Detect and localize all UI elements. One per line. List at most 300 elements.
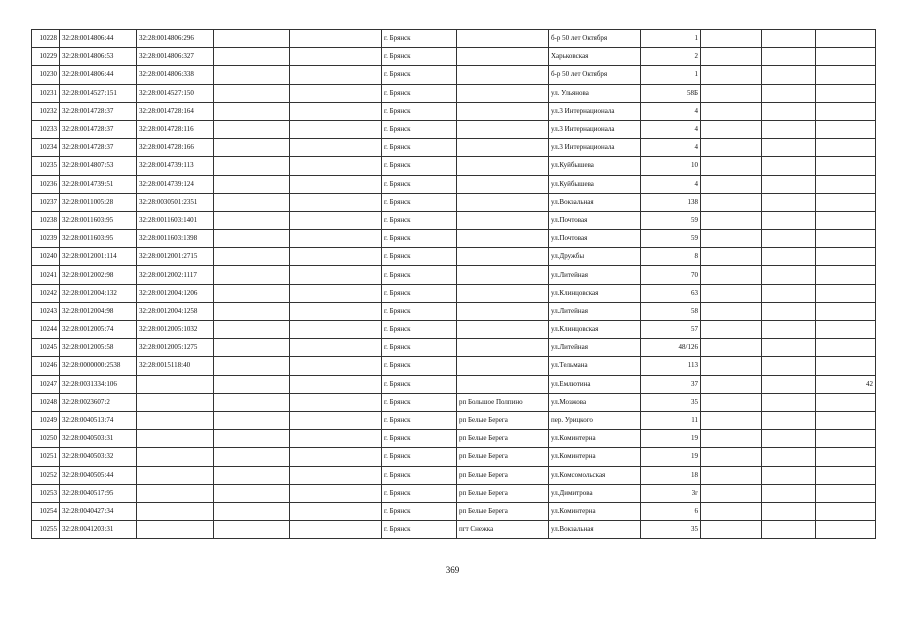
cell-street: Харьковская [549, 48, 641, 66]
cell-record-number: 10244 [32, 321, 60, 339]
cell-cadastral-number: 32:28:0012001:114 [60, 248, 137, 266]
page-number: 369 [445, 565, 460, 575]
cell-col-11 [762, 430, 816, 448]
cell-settlement [457, 139, 549, 157]
cell-col-11 [762, 393, 816, 411]
cell-city: г. Брянск [382, 157, 457, 175]
cell-city: г. Брянск [382, 48, 457, 66]
cell-record-number: 10236 [32, 175, 60, 193]
cell-settlement [457, 284, 549, 302]
cell-col-11 [762, 302, 816, 320]
cell-col-4 [214, 266, 290, 284]
cell-col-10 [701, 84, 762, 102]
table-row [32, 175, 876, 193]
cell-col-12 [816, 120, 876, 138]
cell-col-11 [762, 266, 816, 284]
cell-col-10 [701, 484, 762, 502]
cell-col-10 [701, 139, 762, 157]
cell-col-11 [762, 211, 816, 229]
cell-col-10 [701, 375, 762, 393]
cell-house-number: 8 [641, 248, 701, 266]
cell-house-number: 11 [641, 411, 701, 429]
cell-col-11 [762, 466, 816, 484]
cell-col-5 [290, 448, 382, 466]
cell-city: г. Брянск [382, 211, 457, 229]
cell-object-cadastral-number: 32:28:0030501:2351 [137, 193, 214, 211]
cell-col-11 [762, 484, 816, 502]
cell-col-10 [701, 448, 762, 466]
cell-settlement [457, 266, 549, 284]
cell-object-cadastral-number: 32:28:0014739:113 [137, 157, 214, 175]
cell-object-cadastral-number: 32:28:0012004:1206 [137, 284, 214, 302]
cell-col-12 [816, 339, 876, 357]
cell-object-cadastral-number: 32:28:0014806:338 [137, 66, 214, 84]
cell-record-number: 10248 [32, 393, 60, 411]
cell-record-number: 10234 [32, 139, 60, 157]
cell-city: г. Брянск [382, 302, 457, 320]
cell-house-number: 2 [641, 48, 701, 66]
cell-house-number: 138 [641, 193, 701, 211]
cell-col-10 [701, 321, 762, 339]
cell-col-10 [701, 30, 762, 48]
cell-cadastral-number: 32:28:0040503:31 [60, 430, 137, 448]
table-row [32, 284, 876, 302]
cell-record-number: 10233 [32, 120, 60, 138]
cell-city: г. Брянск [382, 375, 457, 393]
cell-object-cadastral-number [137, 502, 214, 520]
cell-col-4 [214, 157, 290, 175]
cell-col-12 [816, 66, 876, 84]
cell-object-cadastral-number: 32:28:0012005:1275 [137, 339, 214, 357]
cell-col-12 [816, 521, 876, 539]
cell-col-12 [816, 266, 876, 284]
cell-street: ул.Емлютина [549, 375, 641, 393]
cell-record-number: 10235 [32, 157, 60, 175]
cell-cadastral-number: 32:28:0014728:37 [60, 120, 137, 138]
cell-city: г. Брянск [382, 175, 457, 193]
cell-col-12 [816, 430, 876, 448]
cell-col-4 [214, 521, 290, 539]
cell-col-5 [290, 175, 382, 193]
cell-street: пер. Урицкого [549, 411, 641, 429]
cell-col-5 [290, 502, 382, 520]
cell-object-cadastral-number [137, 466, 214, 484]
cell-house-number: 35 [641, 393, 701, 411]
cell-col-5 [290, 193, 382, 211]
cell-settlement [457, 248, 549, 266]
cell-record-number: 10232 [32, 102, 60, 120]
cell-record-number: 10251 [32, 448, 60, 466]
cell-col-12 [816, 30, 876, 48]
cell-settlement [457, 357, 549, 375]
cell-col-11 [762, 339, 816, 357]
cell-settlement [457, 375, 549, 393]
table-row [32, 120, 876, 138]
cell-house-number: 19 [641, 430, 701, 448]
cell-col-4 [214, 448, 290, 466]
cell-cadastral-number: 32:28:0011603:95 [60, 211, 137, 229]
cell-settlement: рп Белые Берега [457, 448, 549, 466]
table-row [32, 193, 876, 211]
cell-col-12 [816, 393, 876, 411]
cell-object-cadastral-number [137, 375, 214, 393]
cell-col-11 [762, 48, 816, 66]
table-row [32, 466, 876, 484]
cell-cadastral-number: 32:28:0014728:37 [60, 102, 137, 120]
cell-col-4 [214, 66, 290, 84]
cell-settlement [457, 102, 549, 120]
cell-street: ул.Литейная [549, 339, 641, 357]
cell-street: ул.Комсомольская [549, 466, 641, 484]
cell-object-cadastral-number [137, 484, 214, 502]
cell-record-number: 10255 [32, 521, 60, 539]
cell-house-number: 19 [641, 448, 701, 466]
cell-col-4 [214, 102, 290, 120]
cell-cadastral-number: 32:28:0011603:95 [60, 230, 137, 248]
cell-col-12 [816, 302, 876, 320]
cell-col-4 [214, 430, 290, 448]
cell-col-4 [214, 321, 290, 339]
cell-settlement [457, 321, 549, 339]
cell-house-number: 4 [641, 102, 701, 120]
cell-cadastral-number: 32:28:0014806:44 [60, 30, 137, 48]
cell-settlement: рп Белые Берега [457, 430, 549, 448]
cell-record-number: 10254 [32, 502, 60, 520]
cell-record-number: 10237 [32, 193, 60, 211]
cell-col-11 [762, 284, 816, 302]
cell-house-number: 59 [641, 230, 701, 248]
cell-city: г. Брянск [382, 30, 457, 48]
cell-col-10 [701, 102, 762, 120]
cell-col-10 [701, 193, 762, 211]
table-row [32, 211, 876, 229]
cell-object-cadastral-number: 32:28:0012001:2715 [137, 248, 214, 266]
table-row [32, 302, 876, 320]
cell-col-4 [214, 393, 290, 411]
cell-object-cadastral-number [137, 521, 214, 539]
cell-street: ул.Куйбышева [549, 175, 641, 193]
cell-settlement [457, 175, 549, 193]
cell-col-4 [214, 466, 290, 484]
table-row [32, 411, 876, 429]
cell-city: г. Брянск [382, 284, 457, 302]
cell-record-number: 10231 [32, 84, 60, 102]
cell-house-number: 6 [641, 502, 701, 520]
cell-col-4 [214, 284, 290, 302]
cell-col-5 [290, 48, 382, 66]
cell-col-10 [701, 175, 762, 193]
cell-col-11 [762, 248, 816, 266]
cell-cadastral-number: 32:28:0012004:98 [60, 302, 137, 320]
cell-col-12 [816, 448, 876, 466]
cell-city: г. Брянск [382, 357, 457, 375]
cell-city: г. Брянск [382, 339, 457, 357]
cell-col-10 [701, 302, 762, 320]
table-row [32, 484, 876, 502]
cell-col-5 [290, 30, 382, 48]
cell-city: г. Брянск [382, 120, 457, 138]
table-row [32, 157, 876, 175]
cell-col-4 [214, 411, 290, 429]
cell-col-10 [701, 430, 762, 448]
cell-record-number: 10240 [32, 248, 60, 266]
cell-col-5 [290, 157, 382, 175]
cell-cadastral-number: 32:28:0011005:28 [60, 193, 137, 211]
cell-settlement: рп Большое Полпино [457, 393, 549, 411]
cell-col-5 [290, 357, 382, 375]
cell-col-11 [762, 375, 816, 393]
cell-record-number: 10252 [32, 466, 60, 484]
cell-street: ул.Клинцовская [549, 321, 641, 339]
cell-record-number: 10241 [32, 266, 60, 284]
cell-settlement [457, 211, 549, 229]
cell-col-5 [290, 120, 382, 138]
cell-col-10 [701, 120, 762, 138]
cell-settlement [457, 193, 549, 211]
cell-street: б-р 50 лет Октября [549, 30, 641, 48]
cell-col-12 [816, 502, 876, 520]
cell-city: г. Брянск [382, 430, 457, 448]
cell-col-5 [290, 430, 382, 448]
cell-col-11 [762, 502, 816, 520]
cell-col-12 [816, 484, 876, 502]
cell-col-11 [762, 120, 816, 138]
cell-object-cadastral-number: 32:28:0012004:1258 [137, 302, 214, 320]
table-row [32, 248, 876, 266]
cell-city: г. Брянск [382, 321, 457, 339]
cell-object-cadastral-number [137, 393, 214, 411]
cell-col-10 [701, 157, 762, 175]
cell-col-12 [816, 321, 876, 339]
cell-col-10 [701, 266, 762, 284]
cell-col-11 [762, 193, 816, 211]
cell-house-number: 4 [641, 175, 701, 193]
cell-col-10 [701, 393, 762, 411]
cell-col-5 [290, 248, 382, 266]
cell-settlement: рп Белые Берега [457, 411, 549, 429]
cell-cadastral-number: 32:28:0014739:51 [60, 175, 137, 193]
cell-city: г. Брянск [382, 266, 457, 284]
cell-col-11 [762, 448, 816, 466]
table-row [32, 30, 876, 48]
cell-record-number: 10250 [32, 430, 60, 448]
cell-col-11 [762, 139, 816, 157]
cell-street: ул. Ульянова [549, 84, 641, 102]
cell-col-4 [214, 502, 290, 520]
cell-col-12 [816, 411, 876, 429]
cell-cadastral-number: 32:28:0000000:2538 [60, 357, 137, 375]
cell-col-4 [214, 30, 290, 48]
cell-col-4 [214, 375, 290, 393]
cell-object-cadastral-number: 32:28:0014806:296 [137, 30, 214, 48]
table-row [32, 339, 876, 357]
cell-object-cadastral-number: 32:28:0014527:150 [137, 84, 214, 102]
cell-cadastral-number: 32:28:0023607:2 [60, 393, 137, 411]
cell-col-10 [701, 339, 762, 357]
cell-record-number: 10238 [32, 211, 60, 229]
cell-city: г. Брянск [382, 411, 457, 429]
cell-cadastral-number: 32:28:0014527:151 [60, 84, 137, 102]
cell-col-12 [816, 102, 876, 120]
cell-col-11 [762, 521, 816, 539]
cell-col-11 [762, 357, 816, 375]
cell-cadastral-number: 32:28:0014806:44 [60, 66, 137, 84]
cell-col-10 [701, 502, 762, 520]
cell-record-number: 10249 [32, 411, 60, 429]
cell-col-5 [290, 484, 382, 502]
cell-street: ул.3 Интернационала [549, 139, 641, 157]
cell-city: г. Брянск [382, 139, 457, 157]
cell-col-12 [816, 157, 876, 175]
cell-col-10 [701, 521, 762, 539]
cell-city: г. Брянск [382, 84, 457, 102]
cell-col-4 [214, 193, 290, 211]
cell-cadastral-number: 32:28:0041203:31 [60, 521, 137, 539]
cell-col-10 [701, 230, 762, 248]
cell-city: г. Брянск [382, 230, 457, 248]
cell-record-number: 10253 [32, 484, 60, 502]
cell-house-number: 59 [641, 211, 701, 229]
table-row [32, 502, 876, 520]
cell-house-number: 10 [641, 157, 701, 175]
cell-col-12 [816, 284, 876, 302]
cell-city: г. Брянск [382, 393, 457, 411]
cell-col-12 [816, 211, 876, 229]
register-table [31, 29, 876, 539]
cell-col-5 [290, 339, 382, 357]
cell-record-number: 10229 [32, 48, 60, 66]
cell-object-cadastral-number: 32:28:0015118:40 [137, 357, 214, 375]
cell-record-number: 10243 [32, 302, 60, 320]
cell-city: г. Брянск [382, 484, 457, 502]
cell-col-10 [701, 284, 762, 302]
cell-city: г. Брянск [382, 466, 457, 484]
cell-street: ул.Почтовая [549, 211, 641, 229]
cell-city: г. Брянск [382, 502, 457, 520]
cell-col-11 [762, 321, 816, 339]
cell-object-cadastral-number [137, 448, 214, 466]
cell-col-5 [290, 521, 382, 539]
cell-house-number: 113 [641, 357, 701, 375]
table-row [32, 375, 876, 393]
cell-street: ул.Коминтерна [549, 448, 641, 466]
cell-settlement [457, 66, 549, 84]
cell-object-cadastral-number: 32:28:0014728:164 [137, 102, 214, 120]
cell-record-number: 10228 [32, 30, 60, 48]
cell-street: ул.Куйбышева [549, 157, 641, 175]
cell-object-cadastral-number: 32:28:0011603:1401 [137, 211, 214, 229]
cell-cadastral-number: 32:28:0040517:95 [60, 484, 137, 502]
cell-col-4 [214, 302, 290, 320]
cell-settlement [457, 157, 549, 175]
cell-col-5 [290, 393, 382, 411]
cell-col-5 [290, 84, 382, 102]
cell-settlement [457, 84, 549, 102]
cell-settlement [457, 48, 549, 66]
cell-col-11 [762, 175, 816, 193]
cell-col-11 [762, 411, 816, 429]
cell-cadastral-number: 32:28:0040427:34 [60, 502, 137, 520]
cell-col-11 [762, 84, 816, 102]
cell-street: ул.Коминтерна [549, 502, 641, 520]
cell-col-5 [290, 266, 382, 284]
cell-col-4 [214, 84, 290, 102]
cell-street: ул.3 Интернационала [549, 120, 641, 138]
cell-col-12 [816, 175, 876, 193]
cell-cadastral-number: 32:28:0012005:58 [60, 339, 137, 357]
table-row [32, 521, 876, 539]
cell-city: г. Брянск [382, 248, 457, 266]
cell-cadastral-number: 32:28:0014728:37 [60, 139, 137, 157]
cell-col-5 [290, 302, 382, 320]
cell-col-4 [214, 211, 290, 229]
cell-col-4 [214, 120, 290, 138]
table-row [32, 393, 876, 411]
cell-street: ул.Литейная [549, 302, 641, 320]
cell-col-5 [290, 102, 382, 120]
cell-col-10 [701, 66, 762, 84]
cell-cadastral-number: 32:28:0040513:74 [60, 411, 137, 429]
cell-col-10 [701, 211, 762, 229]
cell-col-5 [290, 139, 382, 157]
cell-col-11 [762, 230, 816, 248]
cell-col-4 [214, 48, 290, 66]
table-row [32, 266, 876, 284]
cell-settlement [457, 120, 549, 138]
cell-col-5 [290, 284, 382, 302]
cell-col-5 [290, 411, 382, 429]
table-row [32, 84, 876, 102]
cell-col-4 [214, 175, 290, 193]
cell-cadastral-number: 32:28:0040505:44 [60, 466, 137, 484]
cell-street: ул.Вокзальная [549, 193, 641, 211]
cell-cadastral-number: 32:28:0040503:32 [60, 448, 137, 466]
cell-house-number: 58Б [641, 84, 701, 102]
cell-house-number: 37 [641, 375, 701, 393]
cell-col-5 [290, 211, 382, 229]
cell-street: ул.Вокзальная [549, 521, 641, 539]
cell-col-5 [290, 375, 382, 393]
cell-settlement [457, 339, 549, 357]
cell-house-number: 4 [641, 139, 701, 157]
cell-col-4 [214, 230, 290, 248]
cell-city: г. Брянск [382, 448, 457, 466]
cell-house-number: 57 [641, 321, 701, 339]
cell-settlement [457, 230, 549, 248]
cell-col-12 [816, 466, 876, 484]
cell-street: ул.Мозжова [549, 393, 641, 411]
cell-street: б-р 50 лет Октября [549, 66, 641, 84]
cell-street: ул.Клинцовская [549, 284, 641, 302]
cell-object-cadastral-number: 32:28:0012002:1117 [137, 266, 214, 284]
cell-col-12 [816, 84, 876, 102]
cell-cadastral-number: 32:28:0031334:106 [60, 375, 137, 393]
cell-col-10 [701, 248, 762, 266]
table-row [32, 430, 876, 448]
cell-record-number: 10239 [32, 230, 60, 248]
cell-street: ул.Димитрова [549, 484, 641, 502]
cell-cadastral-number: 32:28:0012004:132 [60, 284, 137, 302]
table-row [32, 139, 876, 157]
cell-object-cadastral-number [137, 430, 214, 448]
cell-col-4 [214, 339, 290, 357]
cell-house-number: 70 [641, 266, 701, 284]
table-row [32, 102, 876, 120]
cell-col-10 [701, 357, 762, 375]
cell-house-number: 48/126 [641, 339, 701, 357]
table-row [32, 48, 876, 66]
cell-col-10 [701, 411, 762, 429]
